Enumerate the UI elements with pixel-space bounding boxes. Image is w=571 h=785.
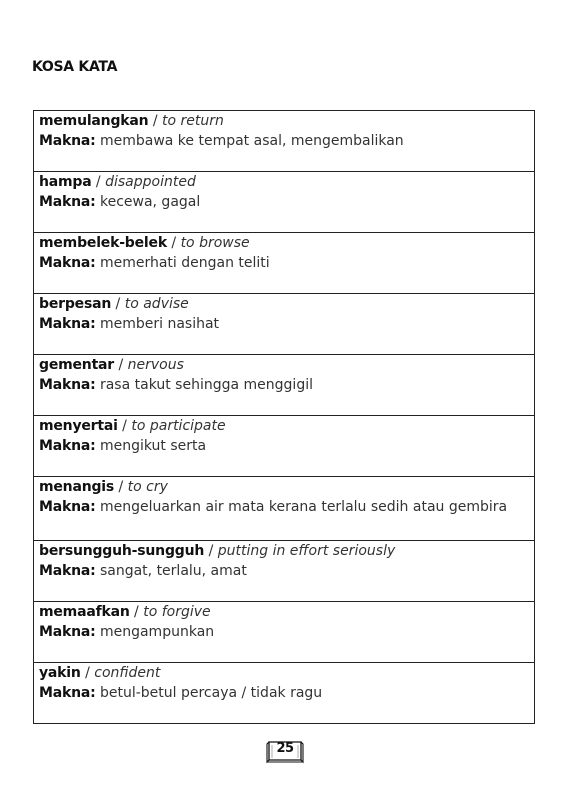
entry-meaning-line bbox=[39, 623, 534, 643]
meaning-text: kecewa, gagal bbox=[99, 193, 201, 210]
meaning-label: Makna: bbox=[39, 132, 96, 149]
entry-meaning-line bbox=[39, 437, 534, 457]
entry-meaning-line bbox=[39, 193, 534, 213]
entry-heading bbox=[39, 664, 534, 684]
entry-heading bbox=[39, 295, 534, 315]
entry-meaning-line bbox=[39, 498, 534, 518]
meaning-text: betul-betul percaya / tidak ragu bbox=[99, 684, 323, 701]
entry-separator: / bbox=[117, 418, 132, 434]
vocab-entry bbox=[34, 602, 534, 663]
entry-separator: / bbox=[91, 174, 106, 190]
meaning-label: Makna: bbox=[39, 684, 96, 701]
meaning-text: sangat, terlalu, amat bbox=[99, 562, 247, 579]
entry-translation: to forgive bbox=[143, 604, 211, 620]
entry-meaning-line bbox=[39, 684, 534, 704]
entry-translation: to participate bbox=[131, 418, 226, 434]
meaning-text: mengikut serta bbox=[99, 437, 207, 454]
vocab-entry bbox=[34, 294, 534, 355]
vocab-entry bbox=[34, 541, 534, 602]
entry-translation: confident bbox=[94, 665, 161, 681]
meaning-label: Makna: bbox=[39, 562, 96, 579]
entry-separator: / bbox=[166, 235, 181, 251]
meaning-text: rasa takut sehingga menggigil bbox=[99, 376, 313, 393]
meaning-text: memberi nasihat bbox=[99, 315, 220, 332]
entry-heading bbox=[39, 112, 534, 132]
entry-meaning-line bbox=[39, 132, 534, 152]
entry-word: yakin bbox=[39, 665, 81, 681]
entry-heading bbox=[39, 234, 534, 254]
entry-separator: / bbox=[114, 479, 128, 495]
meaning-label: Makna: bbox=[39, 437, 96, 454]
page-number: 25 bbox=[276, 741, 294, 756]
entry-separator: / bbox=[114, 357, 128, 373]
meaning-text: mengeluarkan air mata kerana terlalu sedih atau gembira bbox=[99, 498, 508, 515]
vocab-entry bbox=[34, 663, 534, 723]
entry-heading bbox=[39, 478, 534, 498]
entry-meaning-line bbox=[39, 315, 534, 335]
entry-word: menyertai bbox=[39, 418, 118, 434]
meaning-label: Makna: bbox=[39, 254, 96, 271]
entry-separator: / bbox=[111, 296, 125, 312]
entry-word: memulangkan bbox=[39, 113, 149, 129]
entry-translation: nervous bbox=[127, 357, 184, 373]
entry-separator: / bbox=[148, 113, 163, 129]
entry-heading bbox=[39, 542, 534, 562]
entry-word: gementar bbox=[39, 357, 115, 373]
entry-translation: to return bbox=[162, 113, 224, 129]
entry-separator: / bbox=[129, 604, 144, 620]
entry-heading bbox=[39, 417, 534, 437]
meaning-text: mengampunkan bbox=[99, 623, 215, 640]
entry-heading bbox=[39, 603, 534, 623]
meaning-label: Makna: bbox=[39, 376, 96, 393]
entry-word: hampa bbox=[39, 174, 92, 190]
meaning-label: Makna: bbox=[39, 315, 96, 332]
meaning-label: Makna: bbox=[39, 623, 96, 640]
entry-word: berpesan bbox=[39, 296, 112, 312]
vocab-entry bbox=[34, 111, 534, 172]
entry-meaning-line bbox=[39, 254, 534, 274]
vocab-entry bbox=[34, 172, 534, 233]
entry-word: membelek-belek bbox=[39, 235, 167, 251]
entry-translation: to cry bbox=[127, 479, 168, 495]
vocab-entry bbox=[34, 416, 534, 477]
entry-word: bersungguh-sungguh bbox=[39, 543, 205, 559]
entry-translation: disappointed bbox=[105, 174, 196, 190]
entry-word: menangis bbox=[39, 479, 115, 495]
vocab-entry bbox=[34, 233, 534, 294]
entry-translation: putting in effort seriously bbox=[217, 543, 396, 559]
meaning-text: membawa ke tempat asal, mengembalikan bbox=[99, 132, 404, 149]
entry-separator: / bbox=[204, 543, 218, 559]
vocab-entry bbox=[34, 355, 534, 416]
entry-translation: to advise bbox=[124, 296, 189, 312]
page-title: KOSA KATA bbox=[32, 59, 118, 75]
vocabulary-table bbox=[33, 110, 535, 724]
entry-word: memaafkan bbox=[39, 604, 130, 620]
entry-separator: / bbox=[80, 665, 95, 681]
page-number-badge bbox=[266, 738, 304, 764]
meaning-label: Makna: bbox=[39, 193, 96, 210]
entry-heading bbox=[39, 173, 534, 193]
entry-heading bbox=[39, 356, 534, 376]
entry-meaning-line bbox=[39, 562, 534, 582]
entry-translation: to browse bbox=[180, 235, 250, 251]
meaning-label: Makna: bbox=[39, 498, 96, 515]
vocab-entry bbox=[34, 477, 534, 541]
meaning-text: memerhati dengan teliti bbox=[99, 254, 270, 271]
entry-meaning-line bbox=[39, 376, 534, 396]
